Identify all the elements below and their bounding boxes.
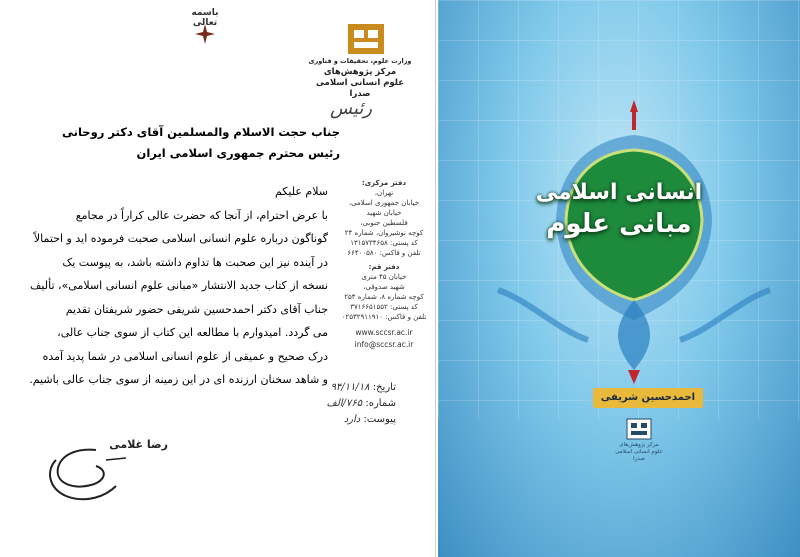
contact-line: کد پستی: ۱۳۱۵۷۳۴۶۵۸ [350,239,418,247]
contact-line: کد پستی: ۳۷۱۶۶۵۱۵۵۲ [350,303,418,311]
contact-line: دفتر مرکزی: [361,179,407,187]
organization-name [290,56,430,100]
number-value: ۷۶۵/الف [326,398,363,409]
bismillah-text: باسمه تعالی [191,8,219,28]
publisher-logo-icon [626,418,652,440]
contact-line: خیابان جمهوری اسلامی، [348,199,420,207]
contact-line: دفتر قم: [368,263,400,271]
contact-line: کوچه نوشیروان، شماره ۲۴ [344,229,424,237]
attachment-value: دارد [343,414,361,425]
publisher-name [603,442,675,463]
website-link[interactable]: www.sccsr.ac.ir [355,328,413,337]
contact-line: شهید صدوقی، [363,283,405,291]
letter-body [28,180,328,392]
signer-name: رضا غلامی [109,438,168,451]
number-row [286,396,396,412]
email-link[interactable]: info@sccsr.ac.ir [354,340,414,349]
body-line: و شاهد سخنان ارزنده ای در این زمینه از سوی جناب عالی باشیم. [29,373,328,386]
publisher-line: علوم انسانی اسلامی [615,449,663,455]
org-line: وزارت علوم، تحقیقات و فناوری [308,57,412,65]
body-line: در آینده نیز این صحبت ها تداوم داشته باشد، به پیوست یک [62,255,328,269]
contact-line: تلفن و فاکس: ۶۶۴۰۰۵۸۰ [347,249,421,257]
contact-line: خیابان ۴۵ متری [361,273,407,281]
body-line: جناب آقای دکتر احمدحسین شریفی حضور شریفتان تقدیم [65,302,328,316]
greeting: سلام علیکم [274,185,328,198]
contact-sidebar [338,178,430,350]
letter-meta [286,380,396,428]
head-signature: رئیس [330,98,373,119]
contact-line: فلسطین جنوبی، [360,219,408,227]
date-label: تاریخ: [372,382,396,393]
sadra-logo-icon [346,20,386,58]
handwritten-signature-icon [36,430,136,510]
body-line: درک صحیح و عمیقی از علوم انسانی اسلامی در شما پدید آمده [42,349,328,363]
recipient-address [40,122,340,164]
number-label: شماره: [365,398,396,409]
date-value: ۹۴/۱۱/۱۸ [330,382,370,393]
publisher-line: مرکز پژوهش‌های [619,442,659,448]
contact-line: تهران، [374,189,394,197]
org-line: مرکز پژوهش‌های [323,67,397,77]
author-name: احمدحسین شریفی [593,388,703,408]
book-title [438,180,800,239]
body-line: گوناگون درباره علوم انسانی اسلامی صحبت فرموده اید و احتمالاً [33,232,328,245]
address-line: رئیس محترم جمهوری اسلامی ایران [136,146,340,160]
contact-line: تلفن و فاکس: ۰۲۵۳۲۹۱۱۹۱۰ [341,313,427,321]
body-line: نسخه از کتاب جدید الانتشار «مبانی علوم انسانی اسلامی»، تألیف [30,279,328,292]
body-line: می گردد. امیدوارم با مطالعه این کتاب از سوی جناب عالی، [57,326,328,339]
title-line: انسانی اسلامی [535,180,703,205]
contact-line: کوچه شماره ۸، شماره ۲۵۴ [344,293,424,301]
body-line: با عرض احترام، از آنجا که حضرت عالی کراراً در مجامع [75,208,328,222]
contact-line: خیابان شهید [366,209,402,217]
book-cover [438,0,800,557]
bismillah-header [180,8,230,46]
date-row [286,380,396,396]
title-line: مبانی علوم [546,209,692,239]
org-line: صدرا [349,89,371,99]
attachment-row [286,412,396,428]
publisher-line: صدرا [633,456,645,462]
org-line: علوم انسانی اسلامی [315,78,405,88]
address-line: جناب حجت الاسلام والمسلمین آقای دکتر روحانی [62,125,340,139]
attachment-label: پیوست: [363,414,396,425]
